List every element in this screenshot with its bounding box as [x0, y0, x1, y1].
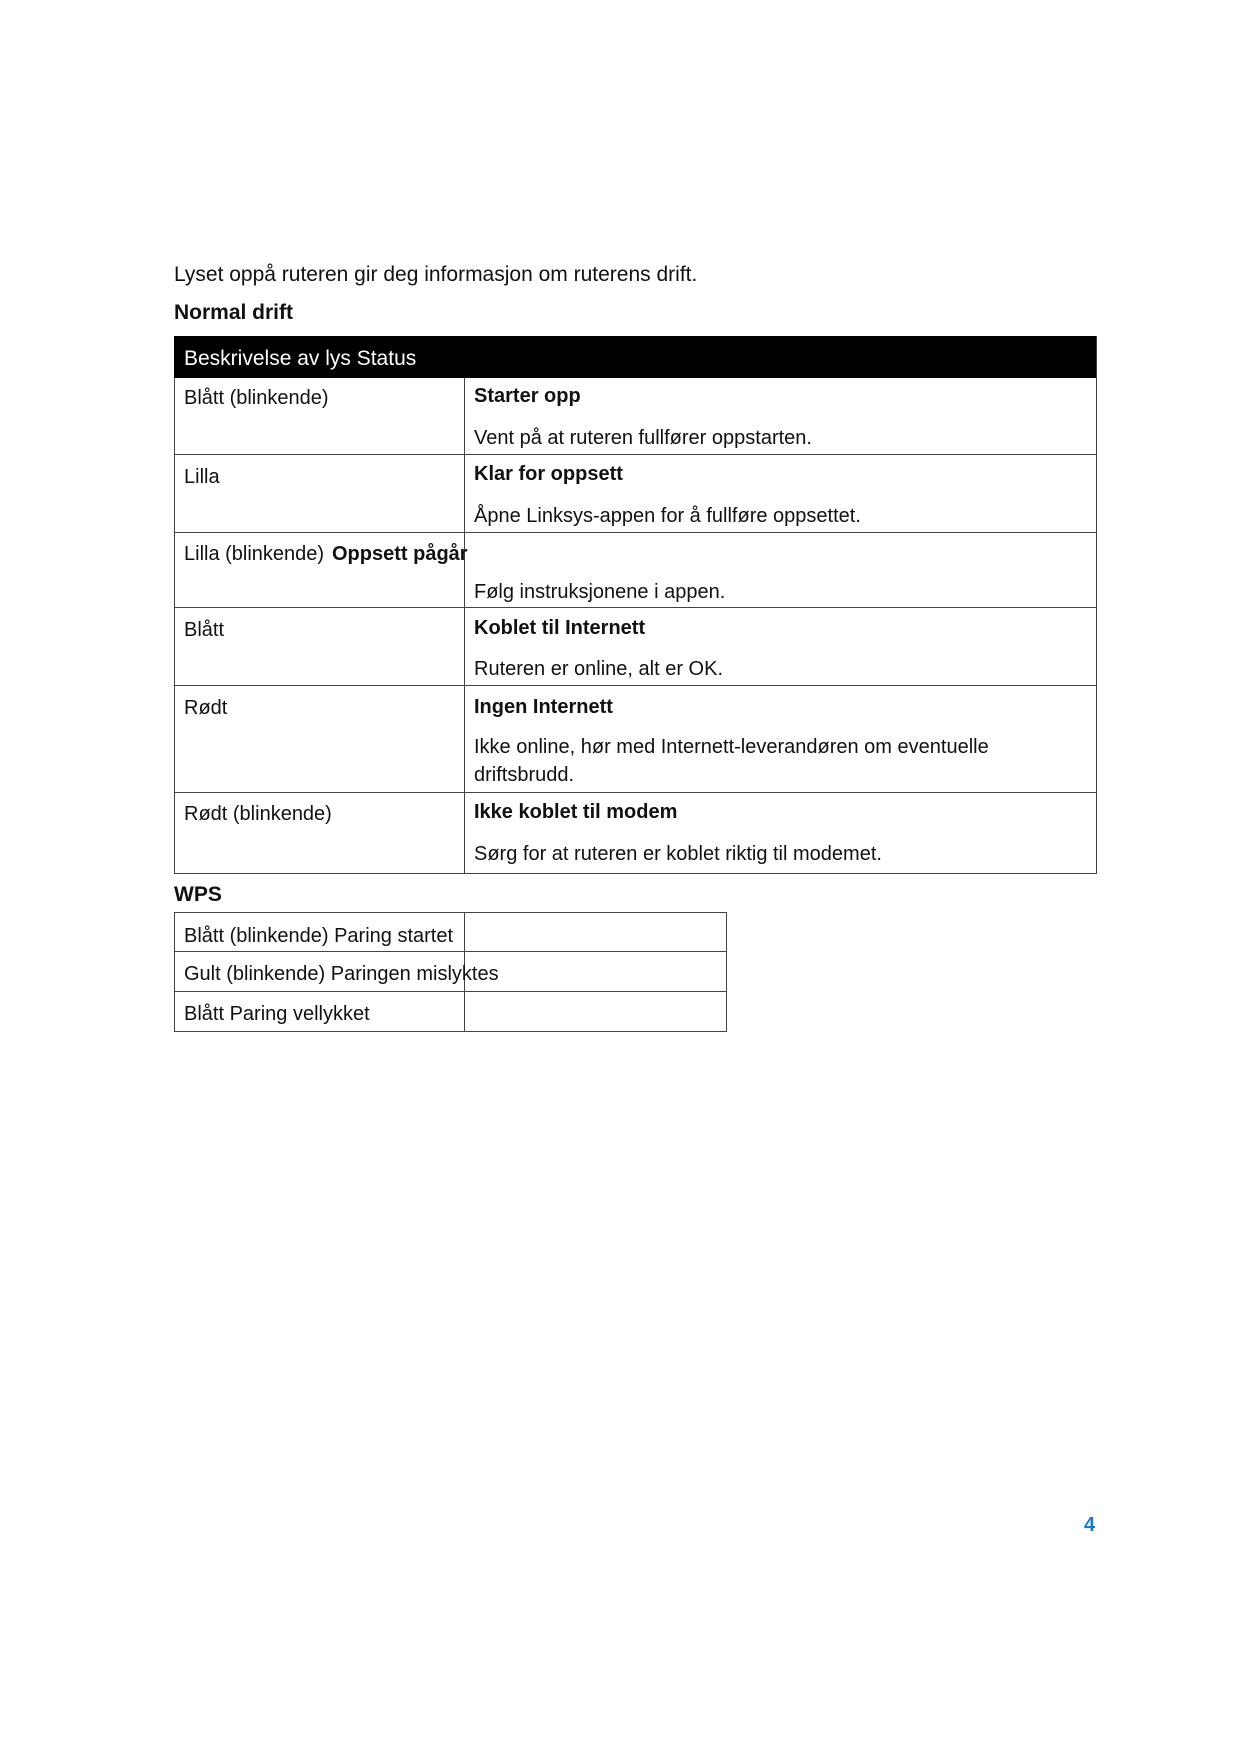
table-border-right — [1096, 336, 1097, 874]
normal-drift-heading: Normal drift — [174, 301, 294, 324]
status-cell: Klar for oppsett — [474, 463, 623, 485]
description-cell: Ikke online, hør med Internett-leverandøren om eventuelle — [474, 736, 989, 758]
page-number: 4 — [1084, 1514, 1096, 1536]
status-cell: Koblet til Internett — [474, 617, 646, 639]
table-border-right — [726, 912, 727, 1032]
table-column-divider — [464, 378, 465, 874]
light-cell: Blått (blinkende) — [184, 387, 329, 409]
wps-table — [174, 912, 727, 1032]
description-cell: Åpne Linksys-appen for å fullføre oppsettet. — [474, 505, 861, 527]
table-header — [174, 336, 1097, 378]
row-divider — [174, 607, 1097, 608]
row-divider — [174, 685, 1097, 686]
table-header-text: Beskrivelse av lys Status — [184, 347, 417, 370]
description-cell: Følg instruksjonene i appen. — [474, 581, 726, 603]
wps-heading: WPS — [174, 883, 222, 906]
status-cell: Starter opp — [474, 385, 581, 407]
intro-text: Lyset oppå ruteren gir deg informasjon om ruterens drift. — [174, 263, 698, 286]
light-cell: Rødt — [184, 697, 228, 719]
row-divider — [174, 991, 727, 992]
table-border-top — [174, 912, 727, 913]
status-cell: Ikke koblet til modem — [474, 801, 678, 823]
table-border-bottom — [174, 1031, 727, 1032]
description-cell: Vent på at ruteren fullfører oppstarten. — [474, 427, 812, 449]
description-cell: Sørg for at ruteren er koblet riktig til modemet. — [474, 843, 882, 865]
light-cell: Blått — [184, 619, 225, 641]
wps-row: Gult (blinkende) Paringen mislyktes — [184, 963, 499, 985]
light-cell: Lilla — [184, 466, 220, 488]
status-cell: Oppsett pågår — [332, 543, 468, 565]
table-border-left — [174, 912, 175, 1032]
light-status-table — [174, 336, 1097, 874]
light-cell: Rødt (blinkende) — [184, 803, 332, 825]
wps-row: Blått (blinkende) Paring startet — [184, 925, 454, 947]
row-divider — [174, 792, 1097, 793]
table-border-left — [174, 378, 175, 874]
wps-row: Blått Paring vellykket — [184, 1003, 370, 1025]
status-cell: Ingen Internett — [474, 696, 613, 718]
table-border-bottom — [174, 873, 1097, 874]
description-cell: Ruteren er online, alt er OK. — [474, 658, 724, 680]
row-divider — [174, 532, 1097, 533]
light-cell: Lilla (blinkende) — [184, 543, 325, 565]
description-cell: driftsbrudd. — [474, 764, 575, 786]
row-divider — [174, 951, 727, 952]
row-divider — [174, 454, 1097, 455]
